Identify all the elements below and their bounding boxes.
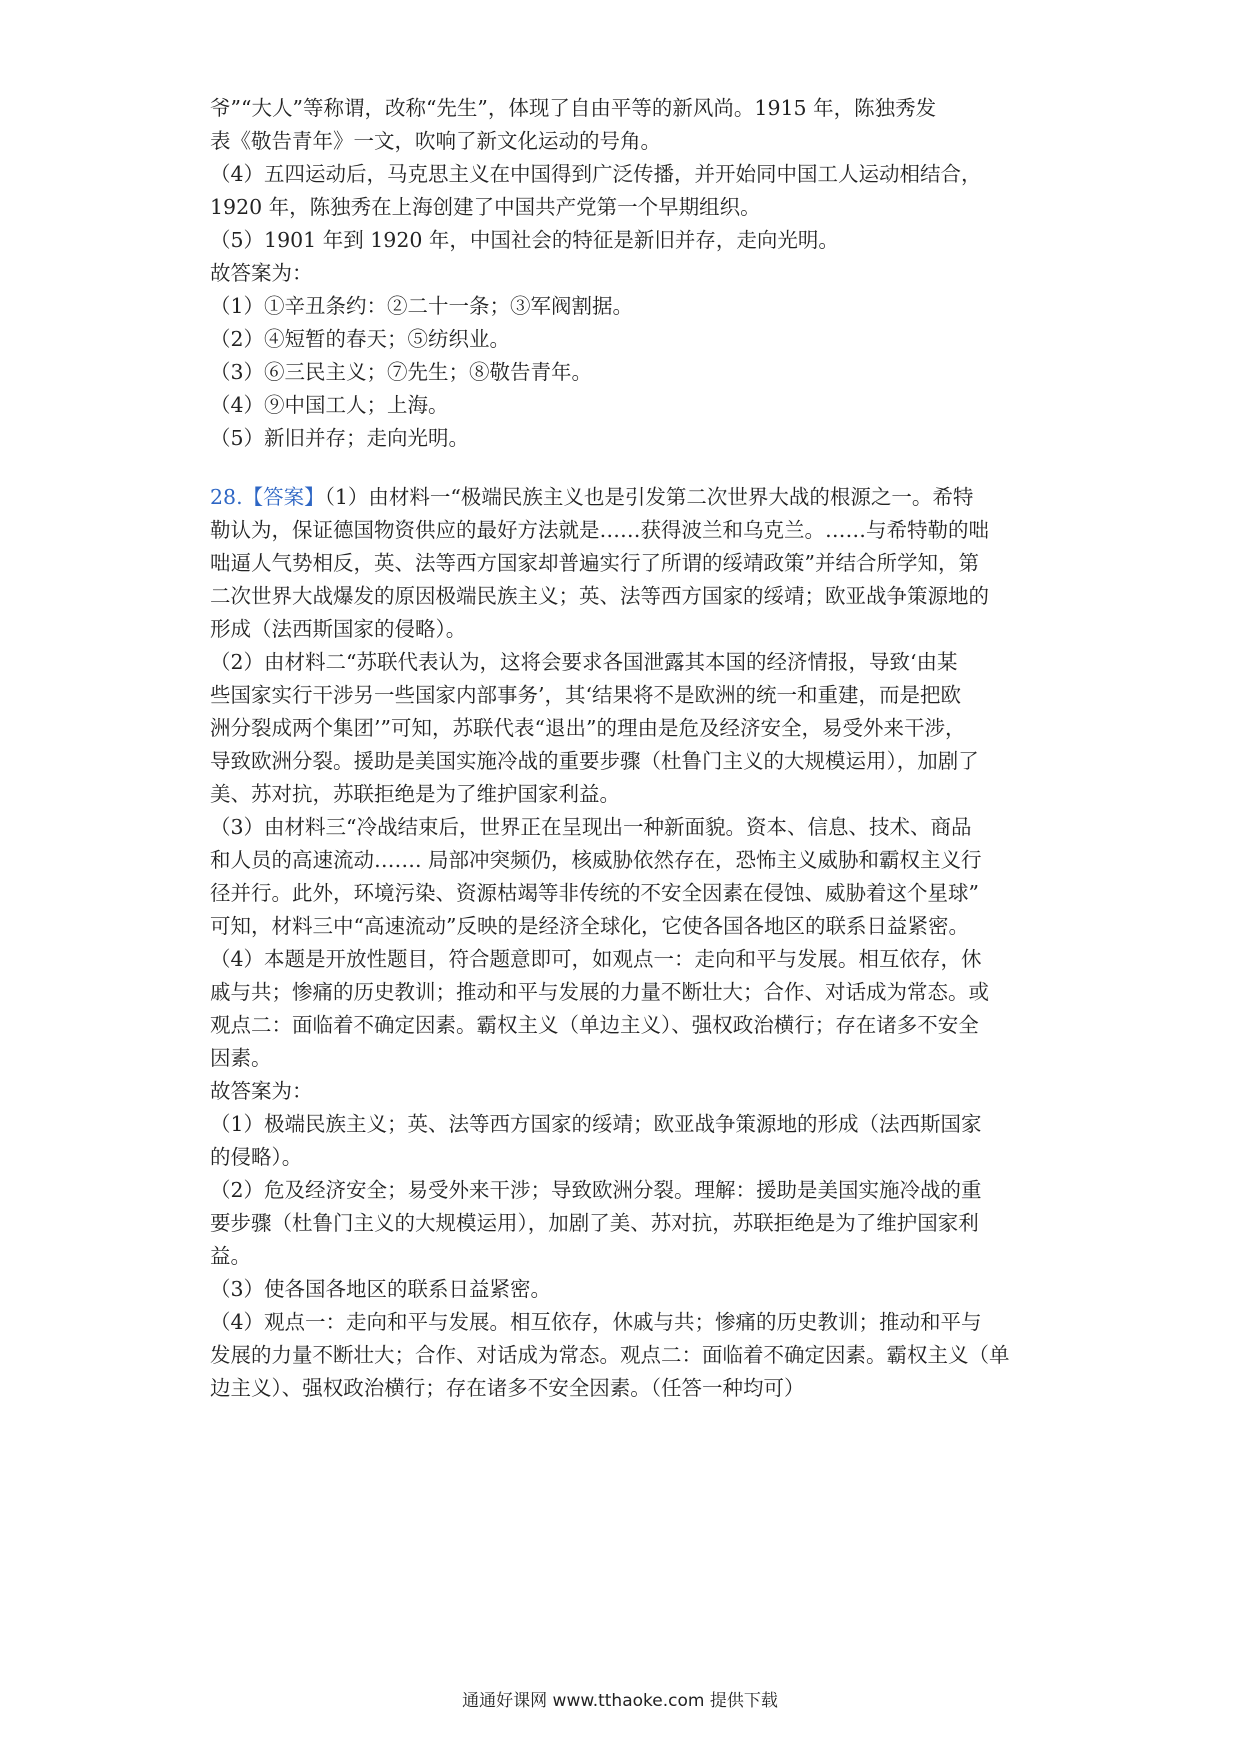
q28-first-line-text: （1）由材料一“极端民族主义也是引发第二次世界大战的根源之一。希特 [324, 485, 974, 509]
text-line: 益。 [210, 1244, 251, 1268]
question-number: 28. [210, 485, 243, 509]
text-line: （4）观点一：走向和平与发展。相互依存，休戚与共；惨痛的历史教训；推动和平与 [210, 1310, 982, 1334]
text-line: 要步骤（杜鲁门主义的大规模运用），加剧了美、苏对抗，苏联拒绝是为了维护国家利 [210, 1211, 979, 1235]
text-line: 导致欧洲分裂。援助是美国实施冷战的重要步骤（杜鲁门主义的大规模运用），加剧了 [210, 749, 979, 773]
text-line: （3）⑥三民主义；⑦先生；⑧敬告青年。 [210, 360, 593, 384]
text-line: 观点二：面临着不确定因素。霸权主义（单边主义）、强权政治横行；存在诸多不安全 [210, 1013, 979, 1037]
text-line: 表《敬告青年》一文，吹响了新文化运动的号角。 [210, 129, 661, 153]
text-line: 些国家实行干涉另一些国家内部事务’，其‘结果将不是欧洲的统一和重建，而是把欧 [210, 683, 962, 707]
q28-first-line [210, 481, 1040, 514]
text-line: 勒认为，保证德国物资供应的最好方法就是……获得波兰和乌克兰。……与希特勒的咄 [210, 518, 989, 542]
text-line: （4）本题是开放性题目，符合题意即可，如观点一：走向和平与发展。相互依存，休 [210, 947, 982, 971]
q28-lines [210, 514, 1040, 1405]
text-line: 因素。 [210, 1046, 272, 1070]
text-line: 形成（法西斯国家的侵略）。 [210, 617, 467, 641]
section-gap [210, 455, 1040, 481]
text-line: （2）④短暂的春天；⑤纺织业。 [210, 327, 511, 351]
text-line: （4）五四运动后，马克思主义在中国得到广泛传播，并开始同中国工人运动相结合， [210, 162, 982, 186]
text-line: （3）使各国各地区的联系日益紧密。 [210, 1277, 552, 1301]
text-line: 戚与共；惨痛的历史教训；推动和平与发展的力量不断壮大；合作、对话成为常态。或 [210, 980, 989, 1004]
document-body [210, 92, 1040, 1405]
page-footer: 通通好课网 www.tthaoke.com 提供下载 [462, 1691, 778, 1711]
text-line: （4）⑨中国工人；上海。 [210, 393, 449, 417]
text-line: （5）1901 年到 1920 年，中国社会的特征是新旧并存，走向光明。 [210, 228, 839, 252]
text-line: （1）①辛丑条约：②二十一条；③军阀割据。 [210, 294, 634, 318]
text-line: （3）由材料三“冷战结束后，世界正在呈现出一种新面貌。资本、信息、技术、商品 [210, 815, 972, 839]
text-line: 美、苏对抗，苏联拒绝是为了维护国家利益。 [210, 782, 620, 806]
text-line: 径并行。此外，环境污染、资源枯竭等非传统的不安全因素在侵蚀、威胁着这个星球” [210, 881, 979, 905]
text-line: 故答案为： [210, 1079, 313, 1103]
q28-answer [210, 481, 1040, 1405]
text-line: （2）由材料二“苏联代表认为，这将会要求各国泄露其本国的经济情报，导致‘由某 [210, 650, 958, 674]
text-line: 边主义）、强权政治横行；存在诸多不安全因素。（任答一种均可） [210, 1376, 805, 1400]
text-line: （5）新旧并存；走向光明。 [210, 426, 470, 450]
text-line: 发展的力量不断壮大；合作、对话成为常态。观点二：面临着不确定因素。霸权主义（单 [210, 1343, 1010, 1367]
text-line: 1920 年，陈独秀在上海创建了中国共产党第一个早期组织。 [210, 195, 761, 219]
text-line: 二次世界大战爆发的原因极端民族主义；英、法等西方国家的绥靖；欧亚战争策源地的 [210, 584, 989, 608]
text-line: （2）危及经济安全；易受外来干涉；导致欧洲分裂。理解：援助是美国实施冷战的重 [210, 1178, 982, 1202]
text-line: 爷”“大人”等称谓，改称“先生”，体现了自由平等的新风尚。1915 年，陈独秀发 [210, 96, 937, 120]
text-line: 洲分裂成两个集团’”可知，苏联代表“退出”的理由是危及经济安全，易受外来干涉， [210, 716, 966, 740]
answer-tag: 【答案】 [242, 485, 325, 509]
q27-answer-continuation [210, 92, 1040, 455]
text-line: 的侵略）。 [210, 1145, 303, 1169]
text-line: 和人员的高速流动……. 局部冲突频仍，核威胁依然存在，恐怖主义威胁和霸权主义行 [210, 848, 982, 872]
text-line: 咄逼人气势相反，英、法等西方国家却普遍实行了所谓的绥靖政策”并结合所学知，第 [210, 551, 979, 575]
text-line: 可知，材料三中“高速流动”反映的是经济全球化，它使各国各地区的联系日益紧密。 [210, 914, 969, 938]
text-line: （1）极端民族主义；英、法等西方国家的绥靖；欧亚战争策源地的形成（法西斯国家 [210, 1112, 982, 1136]
text-line: 故答案为： [210, 261, 313, 285]
